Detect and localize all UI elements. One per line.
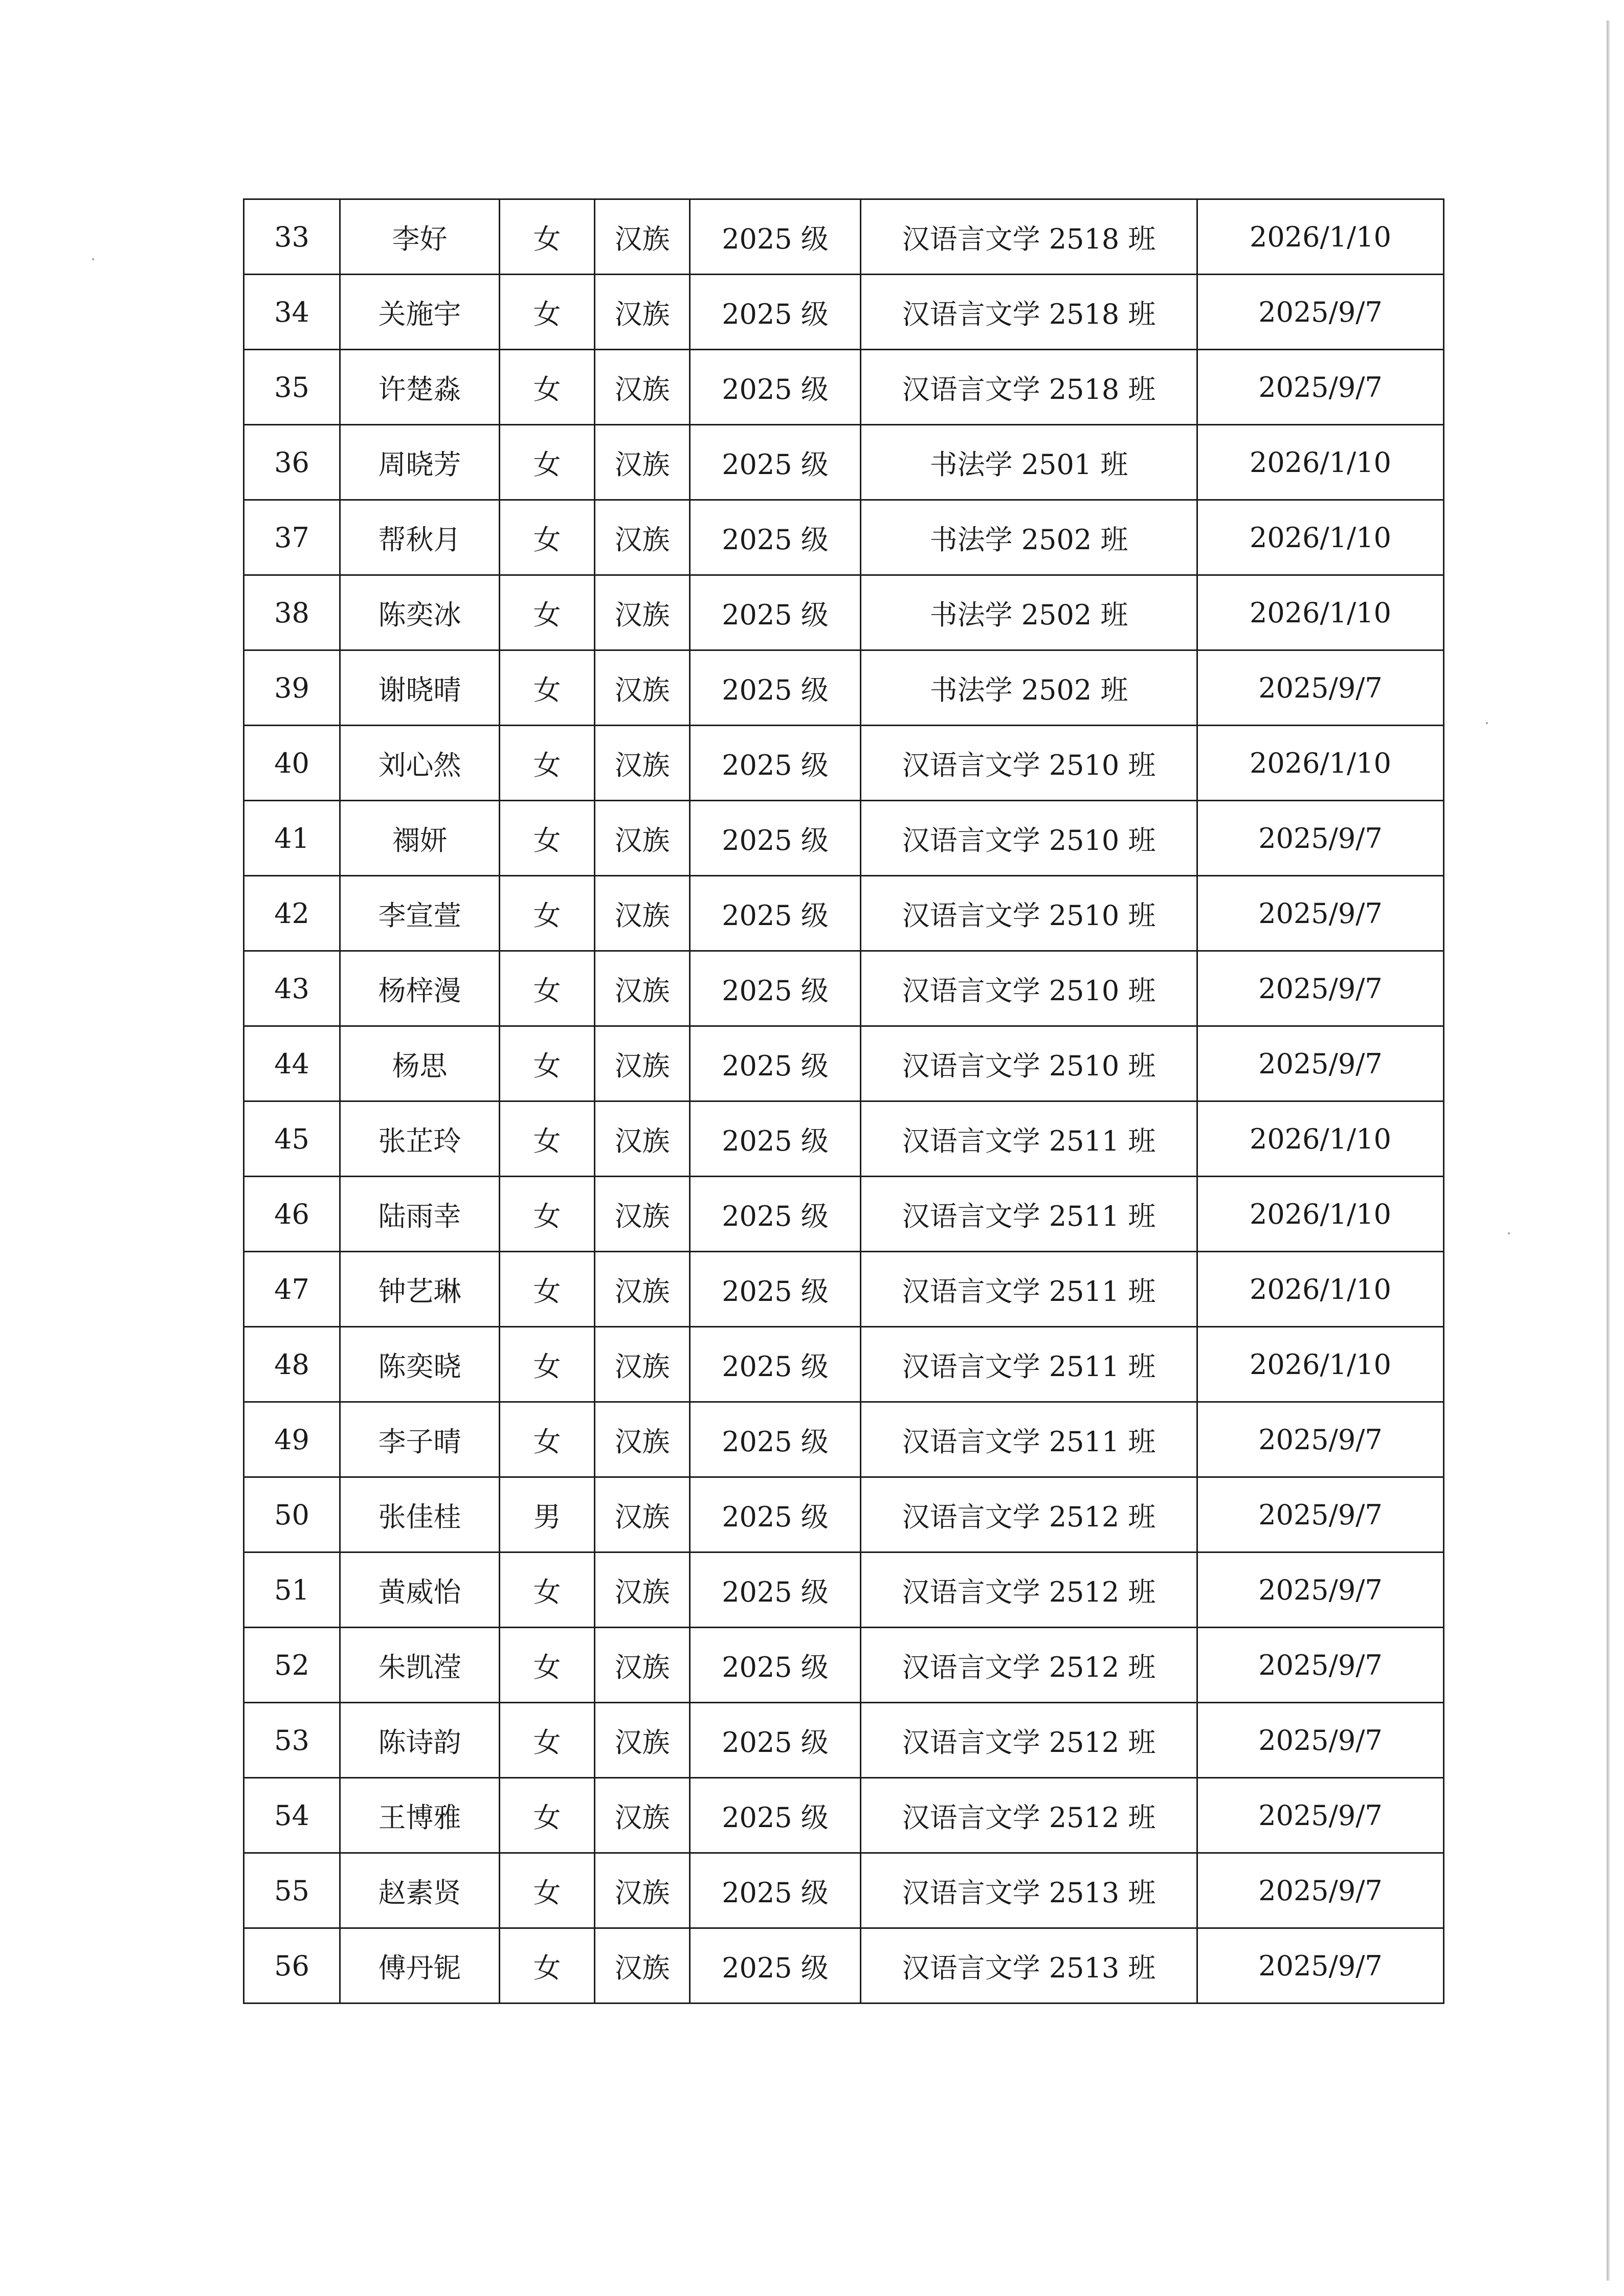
gender-cell: 女 — [500, 951, 595, 1026]
class-cell: 汉语言文学 2511 班 — [861, 1402, 1197, 1477]
class-cell: 汉语言文学 2518 班 — [861, 199, 1197, 275]
date-cell: 2026/1/10 — [1197, 425, 1444, 500]
serial-number-cell: 46 — [244, 1177, 340, 1252]
grade-cell: 2025 级 — [690, 199, 861, 275]
grade-cell: 2025 级 — [690, 1853, 861, 1928]
ethnicity-cell: 汉族 — [595, 1628, 690, 1703]
date-cell: 2025/9/7 — [1197, 275, 1444, 350]
class-cell: 汉语言文学 2510 班 — [861, 876, 1197, 951]
student-name-cell: 陈奕晓 — [340, 1327, 500, 1402]
class-cell: 汉语言文学 2510 班 — [861, 951, 1197, 1026]
class-cell: 书法学 2502 班 — [861, 500, 1197, 575]
serial-number-cell: 40 — [244, 726, 340, 801]
student-name-cell: 陈奕冰 — [340, 575, 500, 650]
ethnicity-cell: 汉族 — [595, 726, 690, 801]
class-cell: 汉语言文学 2512 班 — [861, 1778, 1197, 1853]
table-row — [244, 500, 1444, 575]
student-name-cell: 王博雅 — [340, 1778, 500, 1853]
table-row — [244, 1477, 1444, 1552]
grade-cell: 2025 级 — [690, 876, 861, 951]
serial-number-cell: 53 — [244, 1703, 340, 1778]
serial-number-cell: 54 — [244, 1778, 340, 1853]
ethnicity-cell: 汉族 — [595, 876, 690, 951]
grade-cell: 2025 级 — [690, 1177, 861, 1252]
class-cell: 汉语言文学 2511 班 — [861, 1101, 1197, 1177]
date-cell: 2025/9/7 — [1197, 350, 1444, 425]
table-row — [244, 275, 1444, 350]
grade-cell: 2025 级 — [690, 1778, 861, 1853]
serial-number-cell: 47 — [244, 1252, 340, 1327]
class-cell: 汉语言文学 2510 班 — [861, 1026, 1197, 1101]
class-cell: 汉语言文学 2511 班 — [861, 1252, 1197, 1327]
class-cell: 书法学 2502 班 — [861, 650, 1197, 726]
ethnicity-cell: 汉族 — [595, 199, 690, 275]
class-cell: 汉语言文学 2510 班 — [861, 801, 1197, 876]
ethnicity-cell: 汉族 — [595, 1402, 690, 1477]
class-cell: 汉语言文学 2511 班 — [861, 1327, 1197, 1402]
table-row — [244, 350, 1444, 425]
date-cell: 2025/9/7 — [1197, 1778, 1444, 1853]
serial-number-cell: 39 — [244, 650, 340, 726]
serial-number-cell: 44 — [244, 1026, 340, 1101]
ethnicity-cell: 汉族 — [595, 1703, 690, 1778]
student-name-cell: 李好 — [340, 199, 500, 275]
student-name-cell: 刘心然 — [340, 726, 500, 801]
gender-cell: 女 — [500, 876, 595, 951]
student-name-cell: 关施宇 — [340, 275, 500, 350]
table-row — [244, 1252, 1444, 1327]
date-cell: 2025/9/7 — [1197, 1402, 1444, 1477]
table-row — [244, 1552, 1444, 1628]
student-name-cell: 赵素贤 — [340, 1853, 500, 1928]
class-cell: 汉语言文学 2512 班 — [861, 1703, 1197, 1778]
gender-cell: 女 — [500, 1778, 595, 1853]
student-name-cell: 陈诗韵 — [340, 1703, 500, 1778]
class-cell: 汉语言文学 2518 班 — [861, 275, 1197, 350]
grade-cell: 2025 级 — [690, 500, 861, 575]
date-cell: 2025/9/7 — [1197, 650, 1444, 726]
serial-number-cell: 42 — [244, 876, 340, 951]
serial-number-cell: 38 — [244, 575, 340, 650]
gender-cell: 女 — [500, 1101, 595, 1177]
gender-cell: 女 — [500, 801, 595, 876]
gender-cell: 女 — [500, 1026, 595, 1101]
gender-cell: 女 — [500, 1327, 595, 1402]
grade-cell: 2025 级 — [690, 1628, 861, 1703]
grade-cell: 2025 级 — [690, 1703, 861, 1778]
serial-number-cell: 50 — [244, 1477, 340, 1552]
class-cell: 汉语言文学 2512 班 — [861, 1477, 1197, 1552]
date-cell: 2026/1/10 — [1197, 1252, 1444, 1327]
ethnicity-cell: 汉族 — [595, 1853, 690, 1928]
serial-number-cell: 49 — [244, 1402, 340, 1477]
ethnicity-cell: 汉族 — [595, 575, 690, 650]
grade-cell: 2025 级 — [690, 350, 861, 425]
date-cell: 2025/9/7 — [1197, 951, 1444, 1026]
grade-cell: 2025 级 — [690, 801, 861, 876]
table-row — [244, 951, 1444, 1026]
student-name-cell: 杨思 — [340, 1026, 500, 1101]
student-name-cell: 傅丹铌 — [340, 1928, 500, 2004]
gender-cell: 女 — [500, 575, 595, 650]
serial-number-cell: 56 — [244, 1928, 340, 2004]
grade-cell: 2025 级 — [690, 951, 861, 1026]
date-cell: 2026/1/10 — [1197, 1101, 1444, 1177]
gender-cell: 女 — [500, 350, 595, 425]
table-row — [244, 575, 1444, 650]
gender-cell: 女 — [500, 1402, 595, 1477]
student-name-cell: 张芷玲 — [340, 1101, 500, 1177]
student-name-cell: 许楚淼 — [340, 350, 500, 425]
date-cell: 2025/9/7 — [1197, 1928, 1444, 2004]
class-cell: 汉语言文学 2512 班 — [861, 1552, 1197, 1628]
gender-cell: 女 — [500, 1552, 595, 1628]
date-cell: 2025/9/7 — [1197, 801, 1444, 876]
gender-cell: 女 — [500, 1177, 595, 1252]
serial-number-cell: 48 — [244, 1327, 340, 1402]
ethnicity-cell: 汉族 — [595, 1928, 690, 2004]
grade-cell: 2025 级 — [690, 1026, 861, 1101]
gender-cell: 女 — [500, 275, 595, 350]
ethnicity-cell: 汉族 — [595, 1327, 690, 1402]
student-name-cell: 谢晓晴 — [340, 650, 500, 726]
date-cell: 2025/9/7 — [1197, 1628, 1444, 1703]
serial-number-cell: 36 — [244, 425, 340, 500]
date-cell: 2026/1/10 — [1197, 1327, 1444, 1402]
table-row — [244, 1778, 1444, 1853]
student-name-cell: 帮秋月 — [340, 500, 500, 575]
table-row — [244, 1703, 1444, 1778]
student-name-cell: 朱凯滢 — [340, 1628, 500, 1703]
scan-edge-shadow — [1607, 20, 1610, 2281]
serial-number-cell: 33 — [244, 199, 340, 275]
grade-cell: 2025 级 — [690, 575, 861, 650]
grade-cell: 2025 级 — [690, 650, 861, 726]
grade-cell: 2025 级 — [690, 1101, 861, 1177]
gender-cell: 女 — [500, 1628, 595, 1703]
date-cell: 2026/1/10 — [1197, 726, 1444, 801]
ethnicity-cell: 汉族 — [595, 1477, 690, 1552]
class-cell: 汉语言文学 2518 班 — [861, 350, 1197, 425]
date-cell: 2025/9/7 — [1197, 1477, 1444, 1552]
table-row — [244, 425, 1444, 500]
ethnicity-cell: 汉族 — [595, 801, 690, 876]
table-row — [244, 1177, 1444, 1252]
table-row — [244, 1853, 1444, 1928]
table-row — [244, 199, 1444, 275]
grade-cell: 2025 级 — [690, 1402, 861, 1477]
scan-speck — [1508, 1232, 1510, 1234]
gender-cell: 男 — [500, 1477, 595, 1552]
grade-cell: 2025 级 — [690, 1552, 861, 1628]
serial-number-cell: 45 — [244, 1101, 340, 1177]
table-row — [244, 1628, 1444, 1703]
class-cell: 汉语言文学 2510 班 — [861, 726, 1197, 801]
ethnicity-cell: 汉族 — [595, 1101, 690, 1177]
ethnicity-cell: 汉族 — [595, 951, 690, 1026]
grade-cell: 2025 级 — [690, 1327, 861, 1402]
table-row — [244, 726, 1444, 801]
class-cell: 书法学 2502 班 — [861, 575, 1197, 650]
date-cell: 2025/9/7 — [1197, 876, 1444, 951]
student-name-cell: 李子晴 — [340, 1402, 500, 1477]
table-row — [244, 650, 1444, 726]
class-cell: 汉语言文学 2511 班 — [861, 1177, 1197, 1252]
gender-cell: 女 — [500, 1703, 595, 1778]
gender-cell: 女 — [500, 726, 595, 801]
class-cell: 汉语言文学 2513 班 — [861, 1928, 1197, 2004]
date-cell: 2025/9/7 — [1197, 1853, 1444, 1928]
student-name-cell: 张佳桂 — [340, 1477, 500, 1552]
date-cell: 2025/9/7 — [1197, 1552, 1444, 1628]
table-row — [244, 801, 1444, 876]
student-name-cell: 陆雨幸 — [340, 1177, 500, 1252]
table-row — [244, 1928, 1444, 2004]
class-cell: 汉语言文学 2513 班 — [861, 1853, 1197, 1928]
gender-cell: 女 — [500, 500, 595, 575]
date-cell: 2026/1/10 — [1197, 199, 1444, 275]
student-roster-table — [243, 198, 1444, 2004]
student-name-cell: 周晓芳 — [340, 425, 500, 500]
student-name-cell: 禤妍 — [340, 801, 500, 876]
grade-cell: 2025 级 — [690, 275, 861, 350]
serial-number-cell: 52 — [244, 1628, 340, 1703]
ethnicity-cell: 汉族 — [595, 350, 690, 425]
student-name-cell: 黄威怡 — [340, 1552, 500, 1628]
scan-speck — [1486, 722, 1488, 724]
ethnicity-cell: 汉族 — [595, 275, 690, 350]
serial-number-cell: 35 — [244, 350, 340, 425]
serial-number-cell: 55 — [244, 1853, 340, 1928]
gender-cell: 女 — [500, 1853, 595, 1928]
date-cell: 2025/9/7 — [1197, 1703, 1444, 1778]
serial-number-cell: 51 — [244, 1552, 340, 1628]
class-cell: 汉语言文学 2512 班 — [861, 1628, 1197, 1703]
table-row — [244, 1402, 1444, 1477]
class-cell: 书法学 2501 班 — [861, 425, 1197, 500]
table-row — [244, 1026, 1444, 1101]
gender-cell: 女 — [500, 199, 595, 275]
roster-body — [244, 199, 1444, 2004]
ethnicity-cell: 汉族 — [595, 1026, 690, 1101]
table-row — [244, 876, 1444, 951]
serial-number-cell: 43 — [244, 951, 340, 1026]
gender-cell: 女 — [500, 1928, 595, 2004]
student-name-cell: 李宣萱 — [340, 876, 500, 951]
student-name-cell: 杨梓漫 — [340, 951, 500, 1026]
ethnicity-cell: 汉族 — [595, 500, 690, 575]
gender-cell: 女 — [500, 650, 595, 726]
date-cell: 2026/1/10 — [1197, 500, 1444, 575]
grade-cell: 2025 级 — [690, 1928, 861, 2004]
gender-cell: 女 — [500, 1252, 595, 1327]
ethnicity-cell: 汉族 — [595, 1177, 690, 1252]
ethnicity-cell: 汉族 — [595, 1778, 690, 1853]
ethnicity-cell: 汉族 — [595, 1252, 690, 1327]
serial-number-cell: 37 — [244, 500, 340, 575]
grade-cell: 2025 级 — [690, 1477, 861, 1552]
ethnicity-cell: 汉族 — [595, 1552, 690, 1628]
gender-cell: 女 — [500, 425, 595, 500]
date-cell: 2026/1/10 — [1197, 575, 1444, 650]
grade-cell: 2025 级 — [690, 1252, 861, 1327]
serial-number-cell: 41 — [244, 801, 340, 876]
scan-speck — [92, 258, 94, 260]
student-name-cell: 钟艺琳 — [340, 1252, 500, 1327]
ethnicity-cell: 汉族 — [595, 425, 690, 500]
grade-cell: 2025 级 — [690, 425, 861, 500]
ethnicity-cell: 汉族 — [595, 650, 690, 726]
grade-cell: 2025 级 — [690, 726, 861, 801]
table-row — [244, 1101, 1444, 1177]
table-row — [244, 1327, 1444, 1402]
date-cell: 2025/9/7 — [1197, 1026, 1444, 1101]
serial-number-cell: 34 — [244, 275, 340, 350]
date-cell: 2026/1/10 — [1197, 1177, 1444, 1252]
